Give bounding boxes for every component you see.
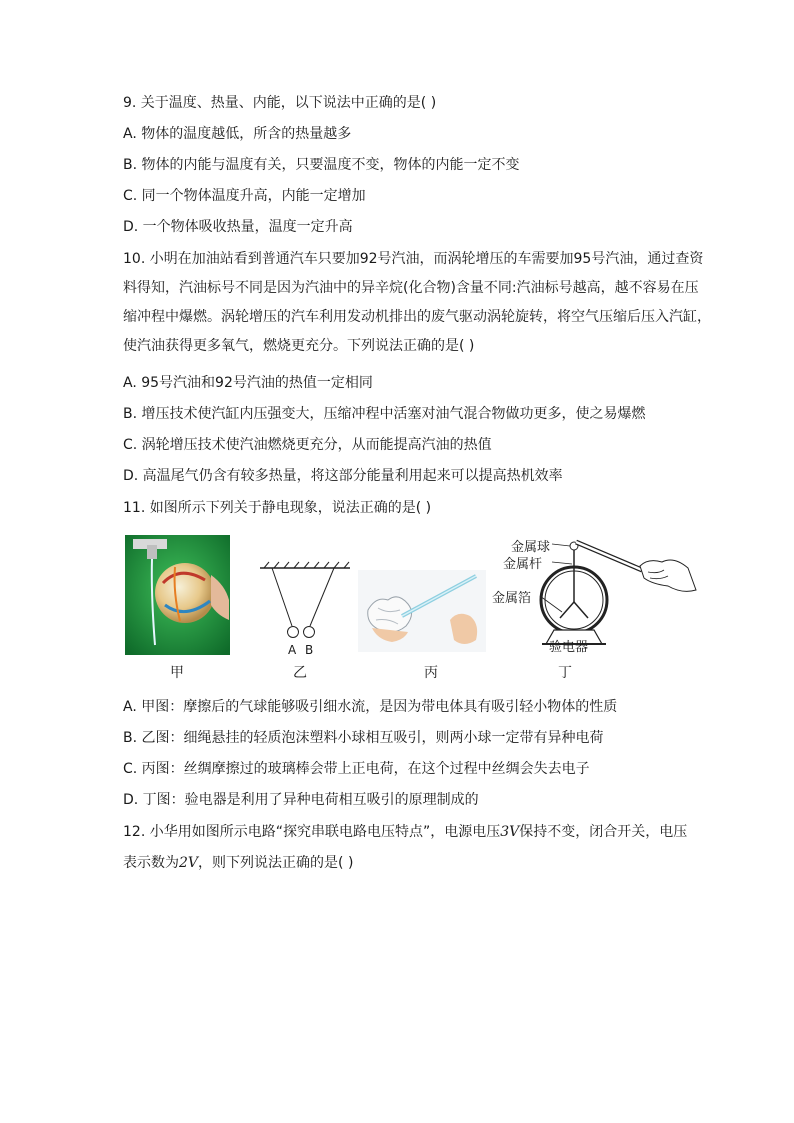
q12-text: 保持不变，闭合开关，电压 (519, 824, 688, 840)
q11-option-d: D. 丁图：验电器是利用了异种电荷相互吸引的原理制成的 (123, 792, 479, 808)
q10-option-b: B. 增压技术使汽缸内压强变大，压缩冲程中活塞对油气混合物做功更多，使之易爆燃 (123, 406, 646, 422)
q12-text: 表示数为 (123, 855, 179, 871)
q11-option-c: C. 丙图：丝绸摩擦过的玻璃棒会带上正电荷，在这个过程中丝绸会失去电子 (123, 761, 590, 777)
q10-option-a: A. 95号汽油和92号汽油的热值一定相同 (123, 375, 373, 391)
figure-caption-yi: 乙 (293, 665, 307, 681)
q12-voltage-source: 3V (500, 824, 520, 840)
q12-text: 12. 小华用如图所示电路“探究串联电路电压特点”，电源电压 (123, 824, 501, 840)
ball-b-label: B (305, 643, 314, 657)
q12-voltage-reading: 2V (179, 855, 199, 871)
q9-stem: 9. 关于温度、热量、内能，以下说法中正确的是( ) (123, 95, 437, 111)
q10-stem-line: 料得知，汽油标号不同是因为汽油中的异辛烷(化合物)含量不同:汽油标号越高，越不容易在压 (123, 280, 699, 296)
q9-option-d: D. 一个物体吸收热量，温度一定升高 (123, 219, 353, 235)
q10-stem (123, 245, 711, 361)
figure-caption-ding: 丁 (558, 665, 572, 681)
q12-text: ，则下列说法正确的是( ) (198, 855, 354, 871)
q9-option-c: C. 同一个物体温度升高，内能一定增加 (123, 188, 366, 204)
q11-option-b: B. 乙图：细绳悬挂的轻质泡沫塑料小球相互吸引，则两小球一定带有异种电荷 (123, 730, 604, 746)
ball-a-label: A (288, 643, 297, 657)
q10-stem-line: 缩冲程中爆燃。涡轮增压的汽车利用发动机排出的废气驱动涡轮旋转，将空气压缩后压入汽缸， (123, 309, 711, 325)
q12-stem-line-2 (123, 853, 353, 873)
q10-stem-line: 使汽油获得更多氧气，燃烧更充分。下列说法正确的是( ) (123, 338, 475, 354)
metal-rod-label: 金属杆 (503, 557, 543, 572)
q9-option-b: B. 物体的内能与温度有关，只要温度不变，物体的内能一定不变 (123, 157, 520, 173)
q10-option-c: C. 涡轮增压技术使汽油燃烧更充分，从而能提高汽油的热值 (123, 437, 492, 453)
q11-option-a: A. 甲图：摩擦后的气球能够吸引细水流，是因为带电体具有吸引轻小物体的性质 (123, 699, 618, 715)
q9-option-a: A. 物体的温度越低，所含的热量越多 (123, 126, 352, 142)
figure-bing-photo (358, 570, 486, 652)
q10-option-d: D. 高温尾气仍含有较多热量，将这部分能量利用起来可以提高热机效率 (123, 468, 563, 484)
figure-caption-jia: 甲 (170, 665, 184, 681)
figure-jia-photo (125, 535, 230, 655)
metal-ball-label: 金属球 (511, 540, 551, 555)
figure-caption-bing: 丙 (424, 665, 438, 681)
q12-stem-line-1 (123, 822, 687, 842)
metal-foil-label: 金属箔 (492, 591, 532, 606)
q11-stem: 11. 如图所示下列关于静电现象，说法正确的是( ) (123, 500, 432, 516)
q10-stem-line: 10. 小明在加油站看到普通汽车只要加92号汽油，而涡轮增压的车需要加95号汽油，通过查资 (123, 251, 704, 267)
electroscope-label: 验电器 (549, 640, 589, 655)
figure-yi-diagram (258, 560, 353, 650)
